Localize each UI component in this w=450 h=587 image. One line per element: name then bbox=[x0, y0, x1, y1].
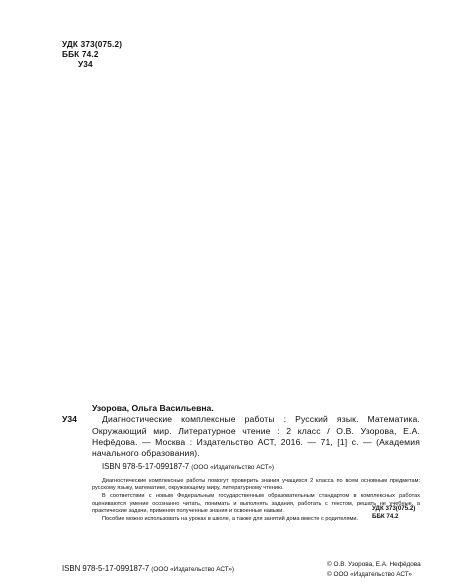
bottom-classification-codes bbox=[372, 505, 415, 522]
card-description-row bbox=[62, 414, 420, 459]
footer-isbn-row bbox=[62, 564, 234, 573]
copyright-block bbox=[327, 560, 421, 579]
top-bbk-code: ББК 74.2 bbox=[62, 50, 99, 59]
top-classification-codes bbox=[62, 40, 122, 70]
card-annotation-paragraph: Пособие можно использовать на уроках в школе, а также для занятий дома вместе с родителями. bbox=[102, 516, 359, 523]
card-annotation-paragraph: Диагностические комплексные работы помогут проверить знания учащихся 2 класса по всем основным предметам: русскому языку, математике, окружающему миру, литературному чтению. bbox=[92, 477, 420, 491]
card-description: Диагностические комплексные работы : Русский язык. Математика. Окружающий мир. Литературное чтение : 2 класс / О.В. Узорова, Е.А. Нефёдова. — Москва : Издательство АСТ, 2016. — 71, [1] с. — (Академия начального образования). bbox=[92, 414, 420, 459]
card-annotation-paragraph: В соответствии с новым Федеральным государственным образовательным стандартом в комплексных работах оцениваются умение осознанно читать, понимать и выполнять задания, работать с текстом, решать не учебные, а практические задачи, применяя полученные знания и освоенные навыки. bbox=[92, 493, 420, 514]
bottom-udk-code: УДК 373(075.2) bbox=[372, 505, 416, 512]
footer-isbn-publisher: (ООО «Издательство АСТ») bbox=[151, 566, 235, 573]
card-isbn: ISBN 978-5-17-099187-7 bbox=[102, 462, 190, 472]
footer-isbn: ISBN 978-5-17-099187-7 bbox=[62, 564, 150, 573]
card-isbn-publisher: (ООО «Издательство АСТ») bbox=[191, 464, 275, 472]
card-isbn-row bbox=[102, 461, 420, 473]
top-author-code: У34 bbox=[78, 60, 93, 69]
copyright-publisher: © ООО «Издательство АСТ» bbox=[327, 570, 412, 578]
copyright-authors: © О.В. Узорова, Е.А. Нефёдова bbox=[327, 561, 421, 568]
card-author: Узорова, Ольга Васильевна. bbox=[92, 403, 214, 413]
bottom-bbk-code: ББК 74.2 bbox=[372, 513, 399, 521]
top-udk-code: УДК 373(075.2) bbox=[62, 40, 123, 49]
catalog-card bbox=[62, 403, 420, 525]
card-annotation bbox=[92, 478, 420, 524]
card-author-code: У34 bbox=[62, 414, 77, 425]
